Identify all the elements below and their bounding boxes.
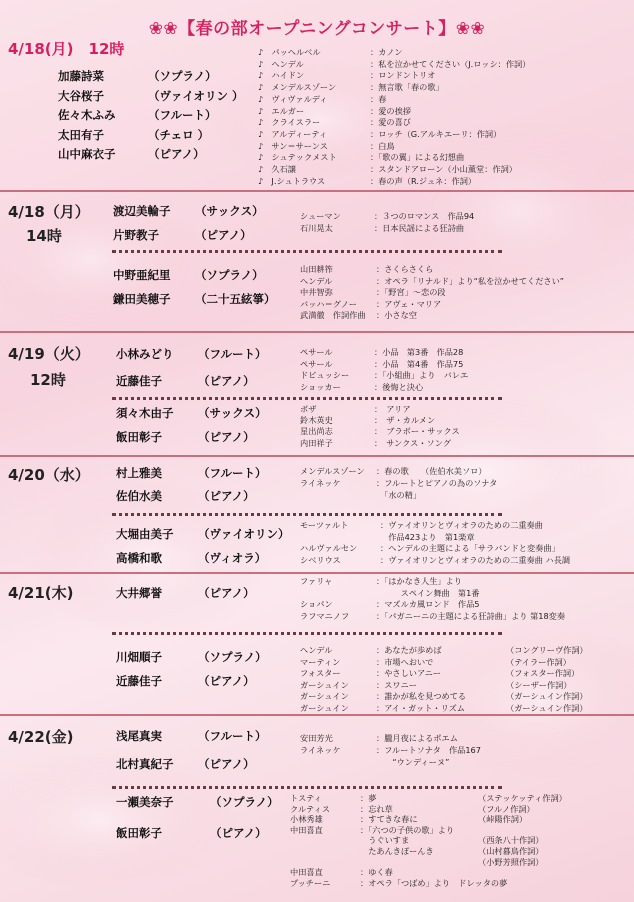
composer: 安田芳光 — [300, 733, 333, 743]
performer-name: 片野教子 — [113, 228, 159, 242]
composer: ♪ J.シュトラウス — [258, 175, 326, 186]
performer-instrument: （ソプラノ） — [195, 268, 264, 282]
work-title: ：市場へおいで — [376, 656, 434, 667]
work-title: 「水の精」 — [376, 490, 422, 500]
program-row — [300, 532, 634, 544]
program-row — [290, 867, 630, 878]
performer-instrument: （ピアノ） — [198, 586, 255, 600]
section-3-date: 4/19（火） — [8, 345, 90, 363]
composer: ♪ サン＝サーンス — [258, 140, 328, 151]
composer: シベリウス — [300, 554, 341, 565]
program-row — [300, 211, 630, 223]
composer: 中田喜直 — [290, 824, 323, 835]
work-title: ：スワニー — [376, 679, 417, 690]
work-title: ：ロンドントリオ — [370, 70, 436, 81]
program-row — [300, 370, 630, 382]
work-title: ：やさしいアニー — [376, 668, 442, 678]
lyricist-note: （小野芳照作詞） — [478, 856, 544, 867]
performer-instrument: （ピアノ） — [198, 374, 255, 388]
performer-name: 中野亜紀里 — [113, 268, 171, 282]
work-title: ：「歌の翼」による幻想曲 — [370, 152, 465, 163]
work-title: ：ロッチ（G.アルキエーリ：作詞） — [370, 128, 502, 139]
composer: バッハ＝グノー — [300, 298, 357, 309]
work-title: ：無言歌「春の歌」 — [370, 82, 444, 93]
composer: ヘンデル — [300, 275, 333, 286]
program-row — [300, 588, 634, 600]
performer-row — [116, 794, 279, 810]
program-row — [258, 117, 628, 129]
program-row — [300, 691, 630, 703]
work-title: “ウンディーヌ” — [376, 757, 450, 767]
performer-row — [116, 756, 255, 772]
work-title: ：私を泣かせてください（J.ロッシ：作詞） — [370, 58, 531, 69]
work-title: たあんきぽーんき — [360, 846, 434, 856]
performer-name: 北村真紀子 — [116, 757, 174, 771]
performer-instrument: （ピアノ） — [198, 489, 255, 503]
performer-name: 大谷桜子 — [58, 88, 104, 103]
lyricist-note: （山村暮鳥作詞） — [478, 846, 544, 856]
program-row — [300, 276, 634, 288]
composer: 山田耕筰 — [300, 264, 333, 274]
lyricist-note: （シーザー作詞） — [506, 679, 572, 690]
composer: メンデルスゾーン — [300, 466, 365, 476]
program-row — [258, 164, 628, 176]
lyricist-note: （ガーシュイン作詞） — [506, 691, 588, 701]
dotted-separator — [112, 786, 502, 789]
program-row — [258, 106, 628, 118]
composer: ♪ 久石譲 — [258, 164, 296, 174]
program-row — [290, 825, 630, 836]
dotted-separator — [112, 250, 502, 253]
program-row — [300, 745, 630, 757]
performer-row — [58, 146, 205, 162]
section-5-date: 4/21(木) — [8, 584, 74, 602]
composer: フォスター — [300, 668, 341, 678]
performer-name: 高橋和歌 — [116, 551, 162, 565]
program-row — [258, 59, 628, 71]
performer-row — [113, 291, 276, 307]
work-title: うぐいすま — [360, 835, 410, 846]
lyricist-note: （フォスター作詞） — [506, 668, 580, 678]
performer-instrument: （ソプラノ） — [148, 69, 217, 83]
performer-row — [113, 227, 252, 243]
work-title: ：「六つの子供の歌」より — [360, 824, 455, 835]
work-title: ： アリア — [374, 404, 411, 414]
dotted-separator — [112, 397, 502, 400]
performer-name: 山中麻衣子 — [58, 147, 116, 161]
dotted-separator — [112, 632, 502, 635]
composer: ガーシュイン — [300, 679, 349, 690]
performer-instrument: （チェロ ） — [148, 127, 210, 142]
performer-instrument: （ピアノ） — [198, 430, 255, 444]
performer-row — [113, 203, 264, 219]
work-title: ：白鳥 — [370, 140, 395, 151]
program-row — [290, 857, 630, 868]
performer-row — [58, 88, 244, 104]
program-row — [258, 47, 628, 59]
work-title: ：愛の挨拶 — [370, 105, 411, 116]
lyricist-note: （峠陽作詞） — [478, 814, 528, 825]
work-title: ：夢 — [360, 793, 377, 803]
performer-row — [58, 127, 210, 143]
program-row — [300, 299, 634, 311]
program-row — [300, 680, 630, 692]
performer-instrument: （ヴァイオリン ） — [148, 88, 244, 103]
lyricist-note: （ステッケッティ作詞） — [478, 793, 567, 803]
lyricist-note: （西条八十作詞） — [478, 835, 544, 846]
program-row — [300, 520, 634, 532]
work-title: ：朧月夜によるポエム — [376, 733, 458, 743]
work-title: ：春の歌 （佐伯水美ソロ） — [376, 466, 487, 476]
program-row — [300, 359, 630, 371]
performer-row — [113, 267, 264, 283]
work-title: スペイン舞曲 第1番 — [376, 587, 480, 598]
composer: 内田祥子 — [300, 437, 333, 448]
program-row — [300, 611, 634, 623]
work-title: ： ブラボー・サックス — [374, 426, 460, 437]
program-row — [300, 287, 634, 299]
work-title: ：小さな空 — [376, 310, 417, 320]
composer: 小林秀雄 — [290, 814, 323, 825]
composer: ショパン — [300, 599, 333, 609]
program-row — [290, 835, 630, 846]
program-row — [300, 415, 630, 426]
performer-row — [58, 68, 217, 84]
composer: ペサール — [300, 358, 333, 369]
composer: ヘンデル — [300, 645, 333, 655]
work-title: ：「はかなき人生」より — [376, 576, 462, 586]
composer: ♪ ヘンデル — [258, 58, 304, 69]
program-row — [258, 152, 628, 164]
composer: ドビュッシー — [300, 370, 350, 380]
performer-row — [116, 585, 255, 601]
composer: 星出尚志 — [300, 426, 333, 437]
work-title: ：忘れ草 — [360, 803, 393, 814]
program-row — [300, 404, 630, 415]
program-row — [300, 543, 634, 555]
work-title: ：フルートソナタ 作品167 — [376, 745, 481, 755]
work-title: ：オペラ「リナルド」より“私を泣かせてください” — [376, 275, 565, 286]
program-row — [300, 438, 630, 449]
composer: ハルヴァルセン — [300, 543, 358, 553]
lyricist-note: （コングリーヴ作詞） — [506, 645, 588, 655]
performer-row — [58, 107, 217, 123]
composer: 中井智弥 — [300, 287, 333, 297]
dotted-separator — [112, 513, 502, 516]
work-title: ：ヘンデルの主題による「サラバンドと変奏曲」 — [380, 543, 560, 553]
divider — [0, 331, 634, 333]
composer: ガーシュイン — [300, 691, 349, 701]
lyricist-note: （フルノ作詞） — [478, 803, 535, 814]
work-title: ：後悔と決心 — [374, 381, 424, 392]
performer-instrument: （サックス） — [195, 204, 264, 218]
performer-instrument: （フルート） — [198, 729, 267, 743]
program-row — [300, 733, 630, 745]
performer-row — [116, 405, 267, 421]
program-row — [300, 576, 634, 588]
composer: クルティス — [290, 803, 331, 814]
program-row — [300, 645, 630, 657]
work-title: ：カノン — [370, 47, 403, 57]
section-2-date: 4/18（月） — [8, 203, 90, 221]
performer-name: 近藤佳子 — [116, 674, 162, 688]
composer: ♪ ハイドン — [258, 70, 305, 81]
program-row — [300, 264, 634, 276]
performer-instrument: （ピアノ） — [210, 826, 267, 840]
work-title: ：ゆく春 — [360, 867, 393, 878]
performer-row — [116, 825, 267, 841]
work-title: ：さくらさくら — [376, 264, 434, 274]
program-row — [258, 82, 628, 94]
performer-instrument: （ピアノ） — [148, 147, 205, 161]
composer: ペサール — [300, 347, 333, 357]
work-title: ：春の声（R.ジュネ：作詞） — [370, 175, 477, 186]
program-row — [290, 878, 630, 889]
divider — [0, 714, 634, 716]
composer: ライネッケ — [300, 745, 341, 755]
program-row — [300, 757, 630, 769]
performer-instrument: （ソプラノ） — [210, 795, 279, 809]
composer: ラフマニノフ — [300, 610, 350, 621]
work-title: ：アヴェ・マリア — [376, 298, 442, 309]
composer: シューマン — [300, 211, 341, 221]
composer: ガーシュイン — [300, 702, 349, 713]
work-title: ：ヴァイオリンとヴィオラのための二重奏曲 — [380, 520, 543, 530]
section-1-date: 4/18(月) 12時 — [8, 40, 125, 58]
lyricist-note: （ガーシュイン作詞） — [506, 702, 588, 713]
composer: ファリャ — [300, 576, 333, 586]
work-title: ：春 — [370, 93, 387, 104]
program-row — [258, 94, 628, 106]
page-title — [0, 14, 634, 39]
composer: モーツァルト — [300, 520, 349, 530]
composer: ♪ シュテックメスト — [258, 152, 337, 163]
composer: ボザ — [300, 404, 317, 414]
composer: ♪ メンデルスゾーン — [258, 82, 337, 93]
work-title: ：「小組曲」より バレエ — [374, 370, 469, 380]
performer-instrument: （ピアノ） — [198, 674, 255, 688]
work-title: ：誰かが私を見つめてる — [376, 691, 467, 701]
performer-name: 大井郷誉 — [116, 586, 162, 600]
work-title: ：日本民謡による狂詩曲 — [374, 223, 465, 233]
performer-row — [116, 373, 255, 389]
performer-instrument: （ピアノ） — [195, 228, 252, 242]
performer-name: 鎌田美穂子 — [113, 292, 171, 306]
composer: ♪ ヴィヴァルディ — [258, 93, 328, 104]
composer: ♪ パッヘルベル — [258, 47, 321, 57]
section-2-time: 14時 — [26, 227, 62, 245]
performer-name: 須々木由子 — [116, 406, 174, 420]
section-6-date: 4/22(金) — [8, 728, 74, 746]
performer-instrument: （ピアノ） — [198, 757, 255, 771]
composer: ♪ エルガー — [258, 105, 305, 116]
composer: ショッカー — [300, 381, 341, 392]
divider — [0, 190, 634, 192]
performer-name: 飯田彰子 — [116, 826, 162, 840]
work-title: 作品423より 第1楽章 — [380, 531, 475, 542]
program-row — [300, 426, 630, 437]
program-row — [300, 599, 634, 611]
program-row — [290, 793, 630, 804]
divider — [0, 572, 634, 574]
performer-name: 近藤佳子 — [116, 374, 162, 388]
composer: 鈴木英史 — [300, 415, 333, 426]
performer-row — [116, 488, 255, 504]
program-row — [300, 703, 630, 715]
performer-name: 浅尾真実 — [116, 729, 162, 743]
work-title: ：愛の喜び — [370, 117, 411, 128]
program-row — [300, 310, 634, 322]
section-1-program — [258, 47, 628, 187]
work-title: ：あなたが歩めば — [376, 645, 442, 655]
composer: ♪ アルディーティ — [258, 128, 328, 139]
work-title: ：アイ・ガット・リズム — [376, 702, 465, 713]
performer-name: 一瀬美奈子 — [116, 795, 174, 809]
performer-name: 川畑順子 — [116, 650, 162, 664]
performer-row — [116, 429, 255, 445]
program-row — [300, 490, 630, 502]
performer-name: 飯田彰子 — [116, 430, 162, 444]
program-row — [300, 466, 630, 478]
program-row — [300, 555, 634, 567]
lyricist-note: （テイラー作詞） — [506, 656, 571, 667]
program-row — [300, 657, 630, 669]
composer: 武満徹 作詞作曲 — [300, 310, 366, 320]
section-4-date: 4/20（水） — [8, 466, 90, 484]
work-title: ：小品 第3番 作品28 — [374, 347, 464, 357]
composer: 石川晃太 — [300, 223, 333, 233]
performer-name: 佐々木ふみ — [58, 108, 116, 122]
performer-row — [116, 346, 267, 362]
performer-name: 大堀由美子 — [116, 527, 174, 541]
performer-instrument: （フルート） — [198, 347, 267, 361]
program-row — [300, 668, 630, 680]
performer-instrument: （フルート） — [198, 466, 267, 480]
performer-row — [116, 550, 267, 566]
performer-row — [116, 526, 290, 542]
performer-instrument: （ヴィオラ） — [198, 551, 267, 565]
work-title: ：スタンドアローン（小山薰堂：作詞） — [370, 164, 517, 174]
work-title: ：すてきな春に — [360, 814, 418, 825]
work-title: ：マズルカ風ロンド 作品5 — [376, 599, 480, 609]
work-title: ： ザ・カルメン — [374, 415, 436, 426]
performer-instrument: （フルート） — [148, 108, 217, 122]
performer-row — [116, 728, 267, 744]
performer-name: 村上雅美 — [116, 466, 162, 480]
performer-name: 加藤詩菜 — [58, 69, 104, 83]
program-row — [300, 382, 630, 394]
performer-instrument: （サックス） — [198, 406, 267, 420]
work-title: ：小品 第4番 作品75 — [374, 358, 464, 369]
work-title: ：「パガニーニの主題による狂詩曲」より 第18変奏 — [376, 610, 566, 621]
program-row — [258, 141, 628, 153]
work-title: ：ヴァイオリンとヴィオラのための二重奏曲 ハ長調 — [380, 554, 571, 565]
performer-name: 佐伯水美 — [116, 489, 162, 503]
program-row — [258, 129, 628, 141]
work-title: ：「野宮」〜恋の段 — [376, 287, 446, 297]
program-row — [300, 478, 630, 490]
work-title: ： サンクス・ソング — [374, 437, 451, 448]
program-row — [290, 804, 630, 815]
composer: ♪ クライスラー — [258, 117, 321, 128]
program-row — [300, 223, 630, 235]
program-row — [258, 70, 628, 82]
composer: ライネッケ — [300, 478, 341, 488]
title-text: ❀❀【春の部オープニングコンサート】❀❀ — [148, 19, 486, 39]
performer-instrument: （ソプラノ） — [198, 650, 267, 664]
performer-name: 太田有子 — [58, 127, 104, 142]
performer-name: 渡辺美輪子 — [113, 204, 171, 218]
program-row — [300, 347, 630, 359]
program-row — [290, 846, 630, 857]
program-row — [290, 814, 630, 825]
work-title: ：３つのロマンス 作品94 — [374, 211, 475, 221]
performer-name: 小林みどり — [116, 347, 174, 361]
performer-row — [116, 465, 267, 481]
section-3-time: 12時 — [30, 371, 66, 389]
performer-instrument: （二十五絃箏） — [195, 292, 276, 306]
performer-instrument: （ヴァイオリン） — [198, 527, 290, 541]
composer: マーティン — [300, 656, 341, 667]
performer-row — [116, 649, 267, 665]
program-row — [258, 176, 628, 188]
composer: 中田喜直 — [290, 867, 323, 878]
composer: プッチーニ — [290, 877, 331, 888]
divider — [0, 455, 634, 457]
work-title: ：オペラ「つばめ」より ドレッタの夢 — [360, 877, 508, 888]
composer: トスティ — [290, 793, 322, 803]
work-title: ：フルートとピアノの為のソナタ — [376, 478, 498, 488]
performer-row — [116, 673, 255, 689]
